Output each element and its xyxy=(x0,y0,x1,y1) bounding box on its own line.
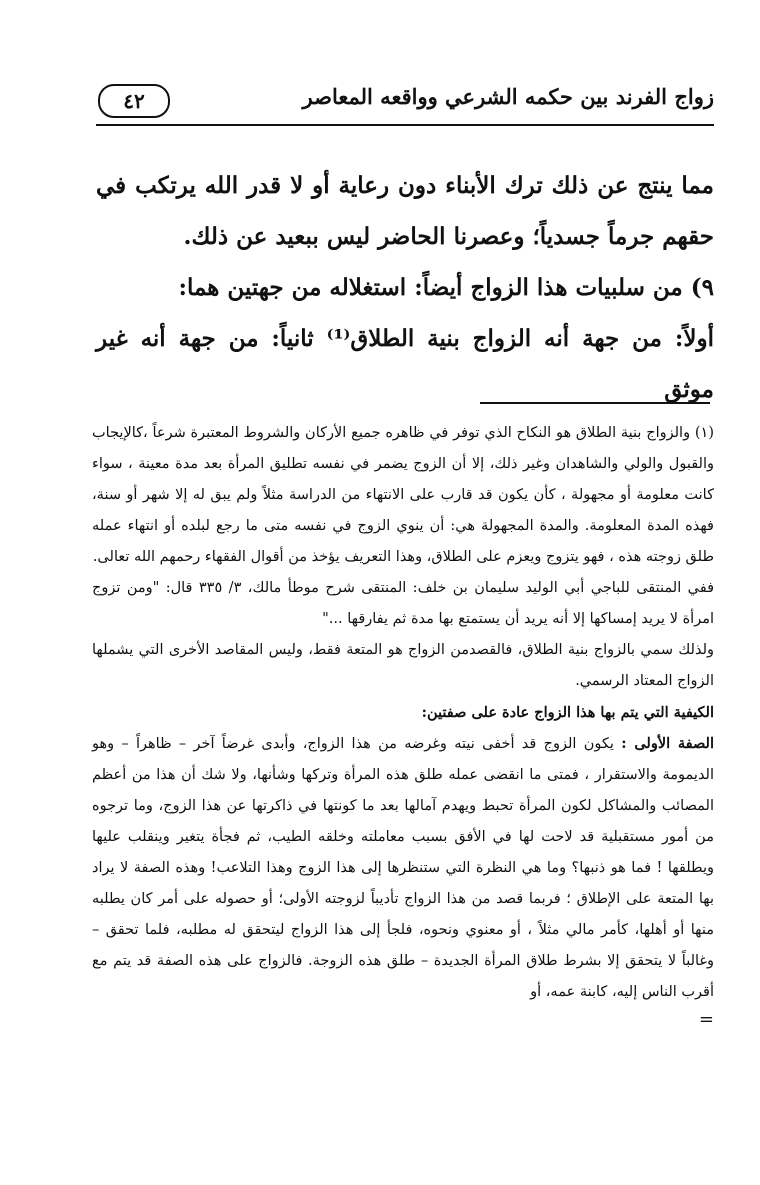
footnote-quote: ففي المنتقى للباجي أبي الوليد سليمان بن خلف: المنتقى شرح موطأ مالك، ٣/ ٣٣٥ قال: "ومن تزوج امرأة لا يريد إمساكها إلا أنه يريد أن يستمتع بها مدة ثم يفارقها ..." xyxy=(92,580,714,627)
page-number: ٤٢ xyxy=(98,84,170,118)
footnote-1: (١) والزواج بنية الطلاق هو النكاح الذي توفر في ظاهره جميع الأركان والشروط المعتبرة شرعاً ،كالإيجاب والقبول والولي والشاهدان وغير ذلك، إلا أن الزوج يضمر في نفسه تطليق المرأة بعد مدة معينة ، سواء كانت معلومة أو مجهولة ، كأن يكون قد قارب على الانتهاء من الدراسة مثلاً ولم يبق له إلا شهر أو سنة، فهذه المدة المعلومة. والمدة المجهولة هي: أن ينوي الزوج في نفسه متى ما رجع لبلده أو انتهاء عمله طلق زوجته هذه ، فهو يتزوج ويعزم على الطلاق، وهذا التعريف يؤخذ من أقوال الفقهاء رحمهم الله تعالى. xyxy=(92,425,714,565)
footnotes xyxy=(92,418,714,1032)
main-paragraph-2: ٩) من سلبيات هذا الزواج أيضاً: استغلاله من جهتين هما: xyxy=(178,274,714,301)
main-paragraph-3: أولاً: من جهة أنه الزواج بنية الطلاق⁽¹⁾ ثانياً: من جهة أنه غير موثق xyxy=(96,325,714,403)
footnote-explanation: ولذلك سمي بالزواج بنية الطلاق، فالقصدمن الزواج هو المتعة فقط، وليس المقاصد الأخرى التي يشملها الزواج المعتاد الرسمي. xyxy=(92,642,714,689)
footnote-section-heading: الكيفية التي يتم بها هذا الزواج عادة على صفتين: xyxy=(421,704,714,721)
main-text xyxy=(96,160,714,415)
header-rule xyxy=(96,124,714,126)
continuation-mark: = xyxy=(698,1009,714,1030)
main-paragraph-1: مما ينتج عن ذلك ترك الأبناء دون رعاية أو لا قدر الله يرتكب في حقهم جرماً جسدياً؛ وعصرنا الحاضر ليس ببعيد عن ذلك. xyxy=(96,172,714,250)
footnote-separator xyxy=(480,402,710,404)
page-header xyxy=(96,80,714,122)
first-attribute-text: يكون الزوج قد أخفى نيته وغرضه من هذا الزواج، وأبدى غرضاً آخر – ظاهراً – وهو الديمومة والاستقرار ، فمتى ما انقضى عمله طلق هذه المرأة وتركها وشأنها، ولا شك أن هذا من أعظم المصائب والمشاكل لكون المرأة تحبط ويهدم آمالها بعد ما كونتها في ذاكرتها عن هذا الزوج، وما ترجوه من أمور مستقبلية قد لاحت لها في الأفق بسبب معاملته وخلقه الطيب، ثم فجأة يتغير وينقلب عليها ويطلقها ! فما هو ذنبها؟ وما هي النظرة التي ستنظرها إلى هذا الزوج وهذا التلاعب! وهذه الصفة لا يراد بها المتعة على الإطلاق ؛ فربما قصد من هذا الزواج تأديباً لزوجته الأولى؛ أو حصوله على أمر كان يطلبه منها أو أهلها، كأمر مالي مثلاً ، أو معنوي ونحوه، فلجأ إلى هذا الزواج ليتحقق له مطلبه، فلما تحقق – وغالباً لا يتحقق إلا بشرط طلاق المرأة الجديدة – طلق هذه الزوجة. فالزواج على هذه الصفة قد يتم مع أقرب الناس إليه، كابنة عمه، أو xyxy=(92,736,714,1000)
running-title: زواج الفرند بين حكمه الشرعي وواقعه المعاصر xyxy=(302,84,714,109)
footnote-first-attribute xyxy=(92,728,714,1008)
first-attribute-label: الصفة الأولى : xyxy=(621,735,715,752)
